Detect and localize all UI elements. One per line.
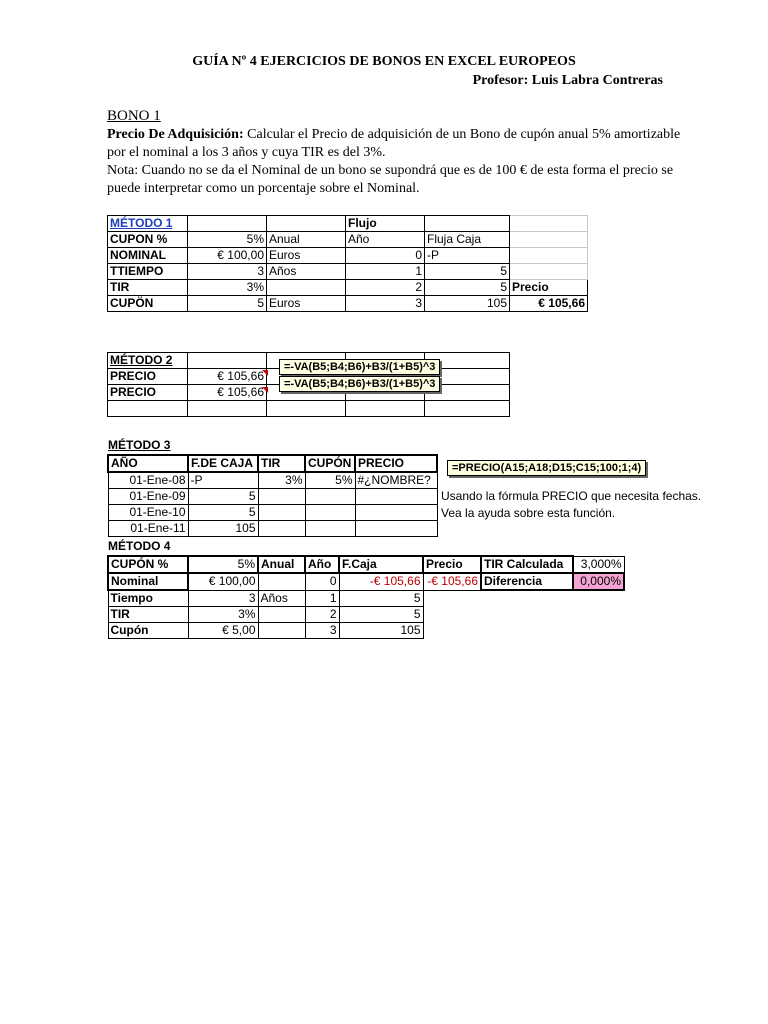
intro-lead-text: Calcular el Precio de adquisición de un Bono de cupón anual 5% amortizable por el nominal a los 3 años y cuya TIR es del 3%. xyxy=(107,127,681,160)
cell[interactable] xyxy=(267,401,346,417)
cell-flow-year[interactable]: 3 xyxy=(346,296,425,312)
precio-label[interactable]: Precio xyxy=(510,280,588,296)
cell-flow[interactable]: 5 xyxy=(188,505,258,521)
column-header[interactable]: Año xyxy=(305,556,339,573)
cell-empty xyxy=(573,590,624,607)
cell-flow[interactable]: 105 xyxy=(339,623,423,639)
cell-value[interactable]: € 105,66 xyxy=(188,385,267,401)
cell-year[interactable]: 0 xyxy=(305,573,339,590)
intro-text xyxy=(107,126,687,198)
cell-value[interactable]: 5% xyxy=(188,232,267,248)
cell-label[interactable]: CUPÓN % xyxy=(108,556,188,573)
table-row xyxy=(108,556,624,573)
cell-label[interactable]: TTIEMPO xyxy=(108,264,188,280)
cell-label[interactable]: TIR xyxy=(108,280,188,296)
cell-flow-year[interactable]: 0 xyxy=(346,248,425,264)
cell-empty xyxy=(423,623,481,639)
cell[interactable] xyxy=(258,573,305,590)
cell-empty xyxy=(481,623,573,639)
cell-year[interactable]: 2 xyxy=(305,607,339,623)
cell-flow[interactable]: 5 xyxy=(339,590,423,607)
cell-unit[interactable]: Euros xyxy=(267,296,346,312)
table-row xyxy=(108,248,588,264)
cell-label[interactable]: PRECIO xyxy=(108,369,188,385)
cell-unit[interactable] xyxy=(258,607,305,623)
cell-value[interactable]: 3% xyxy=(188,607,258,623)
column-header[interactable]: AÑO xyxy=(108,455,188,472)
cell[interactable] xyxy=(305,489,355,505)
cell-label[interactable]: Cupón xyxy=(108,623,188,639)
metodo4-title: MÉTODO 4 xyxy=(108,539,171,553)
cell-label[interactable]: Tiempo xyxy=(108,590,188,607)
table-row xyxy=(108,573,624,590)
metodo1-title-link[interactable]: MÉTODO 1 xyxy=(110,216,173,230)
cell[interactable] xyxy=(346,401,425,417)
cell[interactable] xyxy=(188,353,267,369)
cell-year[interactable]: 1 xyxy=(305,590,339,607)
table-row xyxy=(108,590,624,607)
table-row xyxy=(108,489,437,505)
formula-tooltip-1: =-VA(B5;B4;B6)+B3/(1+B5)^3 xyxy=(279,359,440,375)
formula-tooltip-2: =-VA(B5;B4;B6)+B3/(1+B5)^3 xyxy=(279,376,440,392)
cell-unit[interactable]: Años xyxy=(267,264,346,280)
cell-tir[interactable]: 3% xyxy=(258,472,305,489)
column-header[interactable]: F.DE CAJA xyxy=(188,455,258,472)
table-row xyxy=(108,607,624,623)
cell[interactable] xyxy=(510,264,588,280)
cell-unit[interactable] xyxy=(258,623,305,639)
cell-flow[interactable]: 5 xyxy=(339,607,423,623)
cell-empty xyxy=(481,590,573,607)
cell-precio-error[interactable]: #¿NOMBRE? xyxy=(355,472,437,489)
precio-formula-tooltip: =PRECIO(A15;A18;D15;C15;100;1;4) xyxy=(447,460,646,476)
cell-empty xyxy=(423,607,481,623)
comment-marker-icon xyxy=(262,370,268,376)
cell-label[interactable]: TIR xyxy=(108,607,188,623)
cell[interactable] xyxy=(510,232,588,248)
cell[interactable] xyxy=(258,505,305,521)
cell-flow-negative[interactable]: -€ 105,66 xyxy=(339,573,423,590)
tir-calculada-value[interactable]: 3,000% xyxy=(573,556,624,573)
cell-label[interactable]: PRECIO xyxy=(108,385,188,401)
cell-year[interactable]: 3 xyxy=(305,623,339,639)
metodo1-title[interactable] xyxy=(108,216,188,232)
cell-flow[interactable]: -P xyxy=(188,472,258,489)
cell-cupon[interactable]: 5% xyxy=(305,472,355,489)
cell[interactable] xyxy=(510,216,588,232)
cell-value[interactable]: 5 xyxy=(188,296,267,312)
metodo3-note-2: Vea la ayuda sobre esta función. xyxy=(441,506,616,520)
column-header[interactable]: Precio xyxy=(423,556,481,573)
diferencia-value[interactable]: 0,000% xyxy=(573,573,624,590)
cell-flow-year[interactable]: 2 xyxy=(346,280,425,296)
cell-value[interactable]: 3 xyxy=(188,264,267,280)
metodo1-table xyxy=(107,215,588,312)
cell-value[interactable]: 5% xyxy=(188,556,258,573)
cell-value[interactable]: € 100,00 xyxy=(188,573,258,590)
cell-flow-year[interactable]: 1 xyxy=(346,264,425,280)
cell-date[interactable]: 01-Ene-08 xyxy=(108,472,188,489)
metodo3-table xyxy=(107,454,438,537)
cell-flow[interactable]: 5 xyxy=(425,280,510,296)
cell[interactable] xyxy=(510,248,588,264)
cell-empty xyxy=(423,590,481,607)
cell-flow-year[interactable]: Año xyxy=(346,232,425,248)
cell-date[interactable]: 01-Ene-09 xyxy=(108,489,188,505)
table-row xyxy=(108,505,437,521)
cell-value[interactable]: € 100,00 xyxy=(188,248,267,264)
cell-empty xyxy=(573,607,624,623)
table-row xyxy=(108,455,437,472)
cell-unit[interactable]: Euros xyxy=(267,248,346,264)
table-row xyxy=(108,232,588,248)
document-title: GUÍA Nº 4 EJERCICIOS DE BONOS EN EXCEL EUROPEOS xyxy=(192,54,576,69)
cell-empty xyxy=(573,623,624,639)
cell-flow[interactable]: 5 xyxy=(425,264,510,280)
intro-lead-bold: Precio De Adquisición: xyxy=(107,127,244,142)
cell[interactable] xyxy=(258,521,305,537)
column-header[interactable]: F.Caja xyxy=(339,556,423,573)
cell-unit[interactable]: Anual xyxy=(258,556,305,573)
table-row xyxy=(108,623,624,639)
cell-unit[interactable]: Años xyxy=(258,590,305,607)
table-row xyxy=(108,264,588,280)
precio-negative[interactable]: -€ 105,66 xyxy=(423,573,481,590)
table-row xyxy=(108,296,588,312)
cell-value[interactable]: 3% xyxy=(188,280,267,296)
cell-date[interactable]: 01-Ene-11 xyxy=(108,521,188,537)
cell-date[interactable]: 01-Ene-10 xyxy=(108,505,188,521)
cell[interactable] xyxy=(355,505,437,521)
cell-value[interactable]: € 105,66 xyxy=(188,369,267,385)
tir-calculada-label[interactable]: TIR Calculada xyxy=(481,556,573,573)
cell-flow[interactable]: 105 xyxy=(425,296,510,312)
table-row xyxy=(108,216,588,232)
cell[interactable] xyxy=(267,216,346,232)
column-header[interactable]: PRECIO xyxy=(355,455,437,472)
author-line: Profesor: Luis Labra Contreras xyxy=(472,73,663,88)
cell[interactable] xyxy=(188,401,267,417)
cell-flow[interactable]: -P xyxy=(425,248,510,264)
cell-label[interactable]: Nominal xyxy=(108,573,188,590)
cell[interactable] xyxy=(108,401,188,417)
cell[interactable] xyxy=(188,216,267,232)
cell-unit[interactable] xyxy=(267,280,346,296)
cell-flow[interactable]: 5 xyxy=(188,489,258,505)
metodo4-table xyxy=(107,555,625,639)
cell-label[interactable]: NOMINAL xyxy=(108,248,188,264)
cell[interactable] xyxy=(258,489,305,505)
table-row xyxy=(108,521,437,537)
cell[interactable] xyxy=(305,521,355,537)
cell-label[interactable]: CUPON % xyxy=(108,232,188,248)
cell-empty xyxy=(481,607,573,623)
cell[interactable] xyxy=(305,505,355,521)
column-header[interactable]: TIR xyxy=(258,455,305,472)
precio-value[interactable]: € 105,66 xyxy=(510,296,588,312)
table-row xyxy=(108,401,510,417)
table-row xyxy=(108,280,588,296)
intro-paragraph xyxy=(107,126,687,162)
cell[interactable] xyxy=(425,216,510,232)
cell-value[interactable]: € 5,00 xyxy=(188,623,258,639)
metodo1-flujo[interactable]: Flujo xyxy=(346,216,425,232)
comment-marker-icon xyxy=(262,387,268,393)
diferencia-label[interactable]: Diferencia xyxy=(481,573,573,590)
cell[interactable] xyxy=(355,489,437,505)
cell-unit[interactable]: Anual xyxy=(267,232,346,248)
metodo2-title[interactable]: MÉTODO 2 xyxy=(108,353,188,369)
table-row xyxy=(108,472,437,489)
cell[interactable] xyxy=(355,521,437,537)
cell-flow[interactable]: 105 xyxy=(188,521,258,537)
bono-heading: BONO 1 xyxy=(107,108,161,124)
intro-note: Nota: Cuando no se da el Nominal de un bono se supondrá que es de 100 € de esta forma el precio se puede interpretar como un porcentaje sobre el Nominal. xyxy=(107,163,674,196)
cell-value[interactable]: 3 xyxy=(188,590,258,607)
metodo3-note-1: Usando la fórmula PRECIO que necesita fechas. xyxy=(441,489,702,503)
cell-label[interactable]: CUPÖN xyxy=(108,296,188,312)
cell-flow[interactable]: Fluja Caja xyxy=(425,232,510,248)
metodo3-title: MÉTODO 3 xyxy=(108,438,171,452)
cell[interactable] xyxy=(425,401,510,417)
column-header[interactable]: CUPÓN xyxy=(305,455,355,472)
